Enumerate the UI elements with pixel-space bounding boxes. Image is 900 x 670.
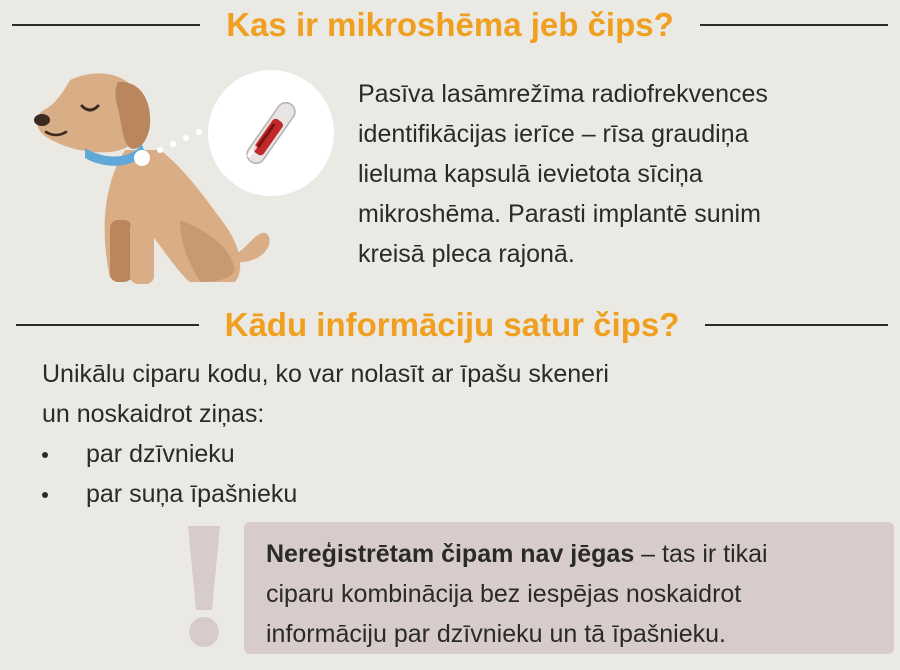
heading-rule-left <box>12 24 200 26</box>
pointer-dot <box>157 147 163 153</box>
intro-line: Unikālu ciparu kodu, ko var nolasīt ar īpašu skeneri <box>42 360 609 388</box>
chip-info-intro <box>42 354 802 434</box>
microchip-capsule-icon <box>208 70 334 196</box>
chip-circle <box>208 70 334 196</box>
section2-heading-row <box>0 306 900 344</box>
section2-heading: Kādu informāciju satur čips? <box>224 306 680 343</box>
list-item <box>42 474 297 514</box>
warning-note-text: ciparu kombinācija bez iespējas noskaidrot <box>266 580 742 608</box>
description-line: kreisā pleca rajonā. <box>358 240 575 268</box>
chip-location-marker <box>134 150 150 166</box>
list-item <box>42 434 297 474</box>
bullet-icon <box>42 452 48 458</box>
description-line: lieluma kapsulā ievietota sīciņa <box>358 160 703 188</box>
list-item-label: par suņa īpašnieku <box>86 480 298 508</box>
section1-heading-row <box>0 6 900 44</box>
bullet-icon <box>42 492 48 498</box>
description-line: Pasīva lasāmrežīma radiofrekvences <box>358 80 768 108</box>
dog-front-leg <box>130 220 154 284</box>
dog-nose <box>34 114 50 126</box>
pointer-dot <box>196 129 202 135</box>
heading-rule-right <box>700 24 888 26</box>
section1-heading: Kas ir mikroshēma jeb čips? <box>226 6 674 43</box>
pointer-dot <box>170 141 176 147</box>
dog-front-leg-back <box>110 220 132 282</box>
chip-info-list <box>42 434 297 514</box>
heading-rule-left <box>16 324 199 326</box>
exclamation-icon <box>178 522 230 650</box>
warning-note-emphasis: Nereģistrētam čipam nav jēgas <box>266 540 635 568</box>
warning-note-text: informāciju par dzīvnieku un tā īpašnieku. <box>266 620 726 648</box>
description-line: mikroshēma. Parasti implantē sunim <box>358 200 761 228</box>
warning-note-text: – tas ir tikai <box>634 540 768 568</box>
chip-description <box>358 74 878 274</box>
intro-line: un noskaidrot ziņas: <box>42 400 265 428</box>
heading-rule-right <box>705 324 888 326</box>
description-line: identifikācijas ierīce – rīsa graudiņa <box>358 120 749 148</box>
pointer-dot <box>183 135 189 141</box>
list-item-label: par dzīvnieku <box>86 440 235 468</box>
warning-note <box>244 522 894 654</box>
